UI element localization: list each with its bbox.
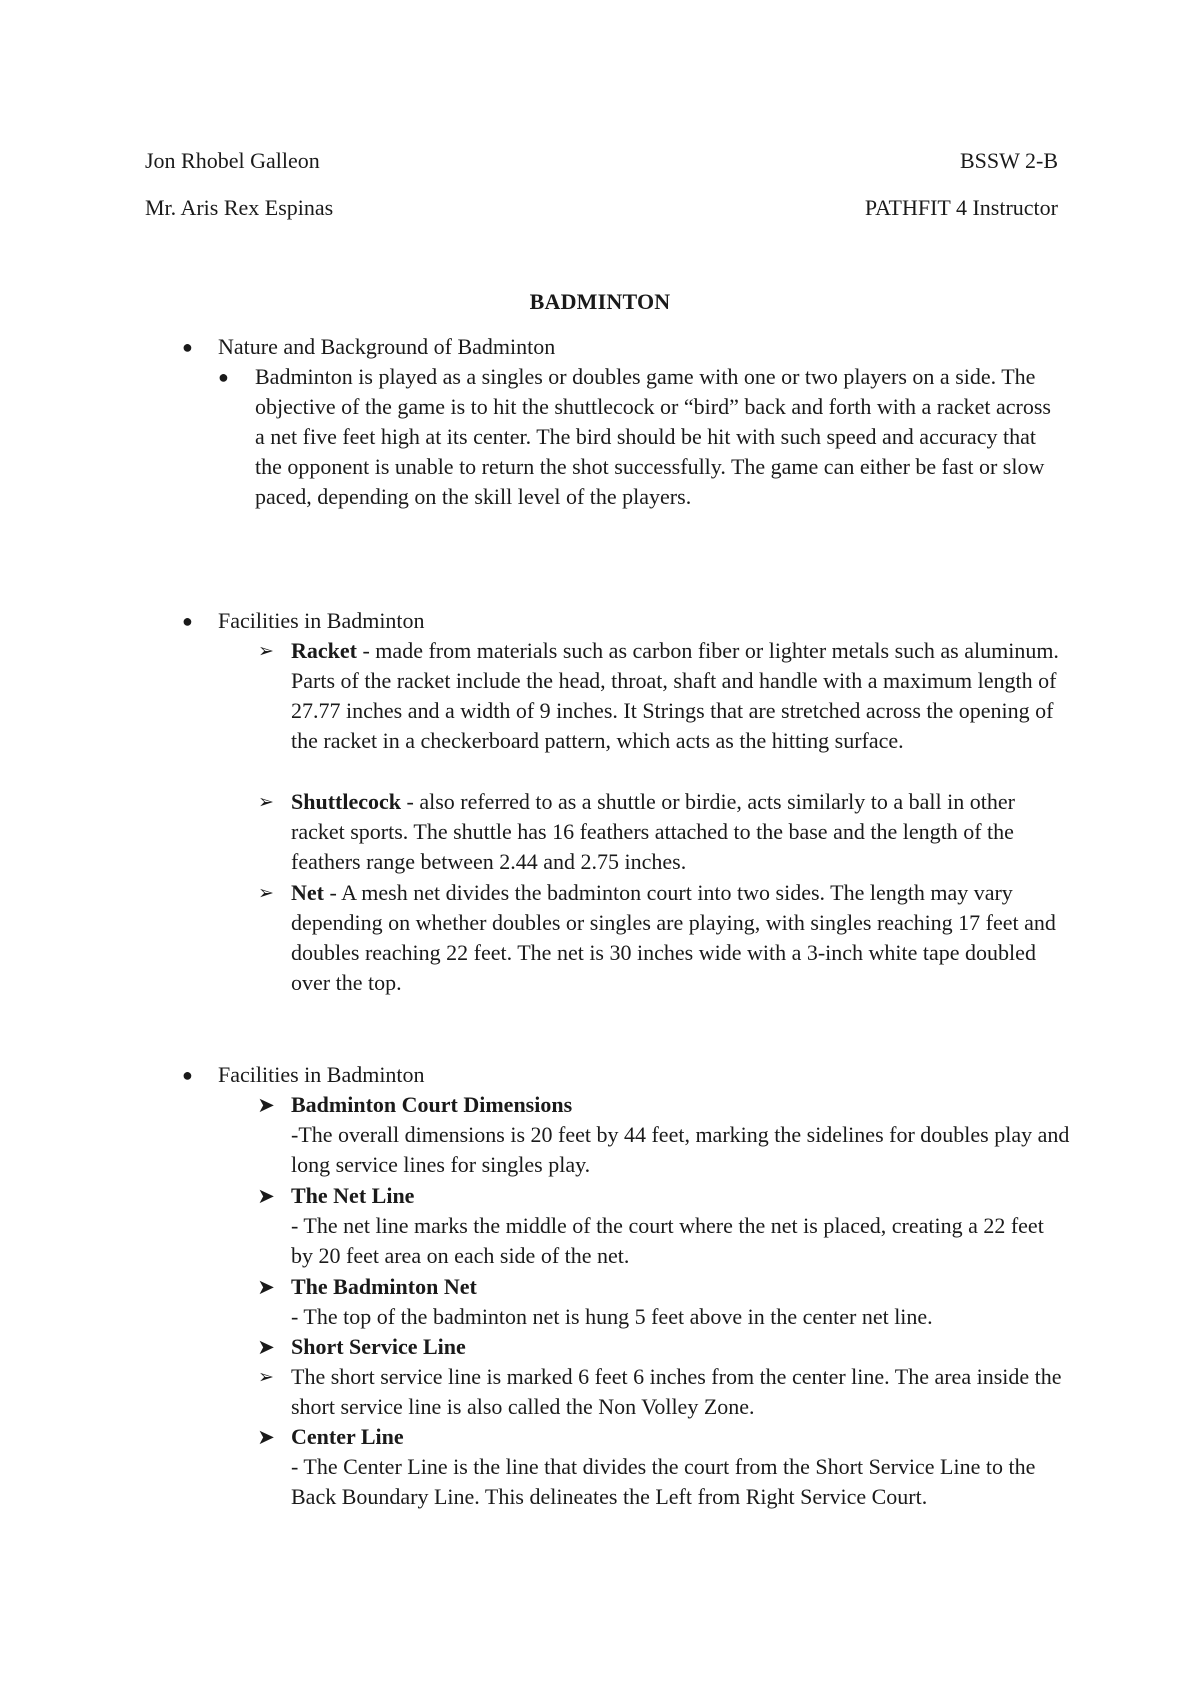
list-item — [218, 362, 1065, 512]
section-heading-text: Nature and Background of Badminton — [218, 334, 556, 359]
item-term: Shuttlecock — [291, 789, 401, 814]
list-item — [258, 787, 1071, 877]
item-term: Center Line — [291, 1424, 404, 1449]
student-section: BSSW 2-B — [959, 148, 1058, 173]
section-heading — [182, 332, 1078, 362]
item-text: - made from materials such as carbon fiber or lighter metals such as aluminum. Parts of the racket include the head, throat, shaft and handle with a maximum length of 27.77 inches and a width of 9 inches. It Strings that are stretched across the opening of the racket in a checkerboard pattern, which acts as the hitting surface. — [291, 638, 1059, 753]
item-text: The short service line is marked 6 feet 6 inches from the center line. The area inside the short service line is also called the Non Volley Zone. — [291, 1364, 1062, 1419]
list-item — [258, 1362, 1071, 1422]
section-heading — [182, 606, 1078, 636]
section-heading-text: Facilities in Badminton — [218, 1062, 425, 1087]
item-text: -The overall dimensions is 20 feet by 44 feet, marking the sidelines for doubles play and long service lines for singles play. — [291, 1122, 1070, 1177]
item-term: The Net Line — [291, 1183, 415, 1208]
round-bullet-icon: ● — [218, 367, 229, 387]
arrow-bullet-icon: ➢ — [258, 791, 274, 813]
round-bullet-icon: ● — [182, 1065, 193, 1085]
round-bullet-icon: ● — [182, 337, 193, 357]
document-title: BADMINTON — [529, 289, 671, 314]
arrow-bullet-icon: ➢ — [258, 1366, 274, 1388]
arrow-bullet-icon: ➤ — [257, 1425, 275, 1449]
item-text: - also referred to as a shuttle or birdie, acts similarly to a ball in other racket sports. The shuttle has 16 feathers attached to the base and the length of the feathers range between 2.44 and 2.75 inches. — [291, 789, 1015, 874]
round-bullet-icon: ● — [182, 611, 193, 631]
arrow-bullet-icon: ➤ — [257, 1275, 275, 1299]
arrow-bullet-icon: ➤ — [257, 1335, 275, 1359]
item-text: - A mesh net divides the badminton court into two sides. The length may vary depending on whether doubles or singles are playing, with singles reaching 17 feet and doubles reaching 22 feet. The net is 30 inches wide with a 3-inch white tape doubled over the top. — [291, 880, 1056, 995]
item-term: Badminton Court Dimensions — [291, 1092, 573, 1117]
arrow-bullet-icon: ➤ — [257, 1093, 275, 1117]
header-row-student — [145, 146, 1058, 176]
item-term: The Badminton Net — [291, 1274, 477, 1299]
section-heading — [182, 1060, 1078, 1090]
list-item — [257, 1090, 1071, 1180]
arrow-bullet-icon: ➢ — [258, 640, 274, 662]
list-item — [257, 1332, 1071, 1362]
list-item — [257, 1181, 1071, 1271]
list-item — [257, 1422, 1071, 1512]
arrow-bullet-icon: ➤ — [257, 1184, 275, 1208]
item-text: - The top of the badminton net is hung 5 feet above in the center net line. — [291, 1304, 933, 1329]
header-row-instructor — [145, 193, 1058, 223]
list-item — [258, 636, 1071, 756]
item-text: - The net line marks the middle of the court where the net is placed, creating a 22 feet by 20 feet area on each side of the net. — [291, 1213, 1044, 1268]
item-term: Net — [291, 880, 324, 905]
paragraph-text: Badminton is played as a singles or doubles game with one or two players on a side. The objective of the game is to hit the shuttlecock or “bird” back and forth with a racket across a net five feet high at its center. The bird should be hit with such speed and accuracy that the opponent is unable to return the shot successfully. The game can either be fast or slow paced, depending on the skill level of the players. — [255, 364, 1051, 509]
item-term: Short Service Line — [291, 1334, 466, 1359]
item-term: Racket — [291, 638, 357, 663]
section-heading-text: Facilities in Badminton — [218, 608, 425, 633]
item-text: - The Center Line is the line that divides the court from the Short Service Line to the Back Boundary Line. This delineates the Left from Right Service Court. — [291, 1454, 1036, 1509]
list-item — [257, 1272, 1071, 1332]
list-item — [258, 878, 1071, 998]
instructor-role: PATHFIT 4 Instructor — [864, 195, 1058, 220]
student-name: Jon Rhobel Galleon — [145, 148, 320, 173]
instructor-name: Mr. Aris Rex Espinas — [145, 195, 334, 220]
arrow-bullet-icon: ➢ — [258, 882, 274, 904]
